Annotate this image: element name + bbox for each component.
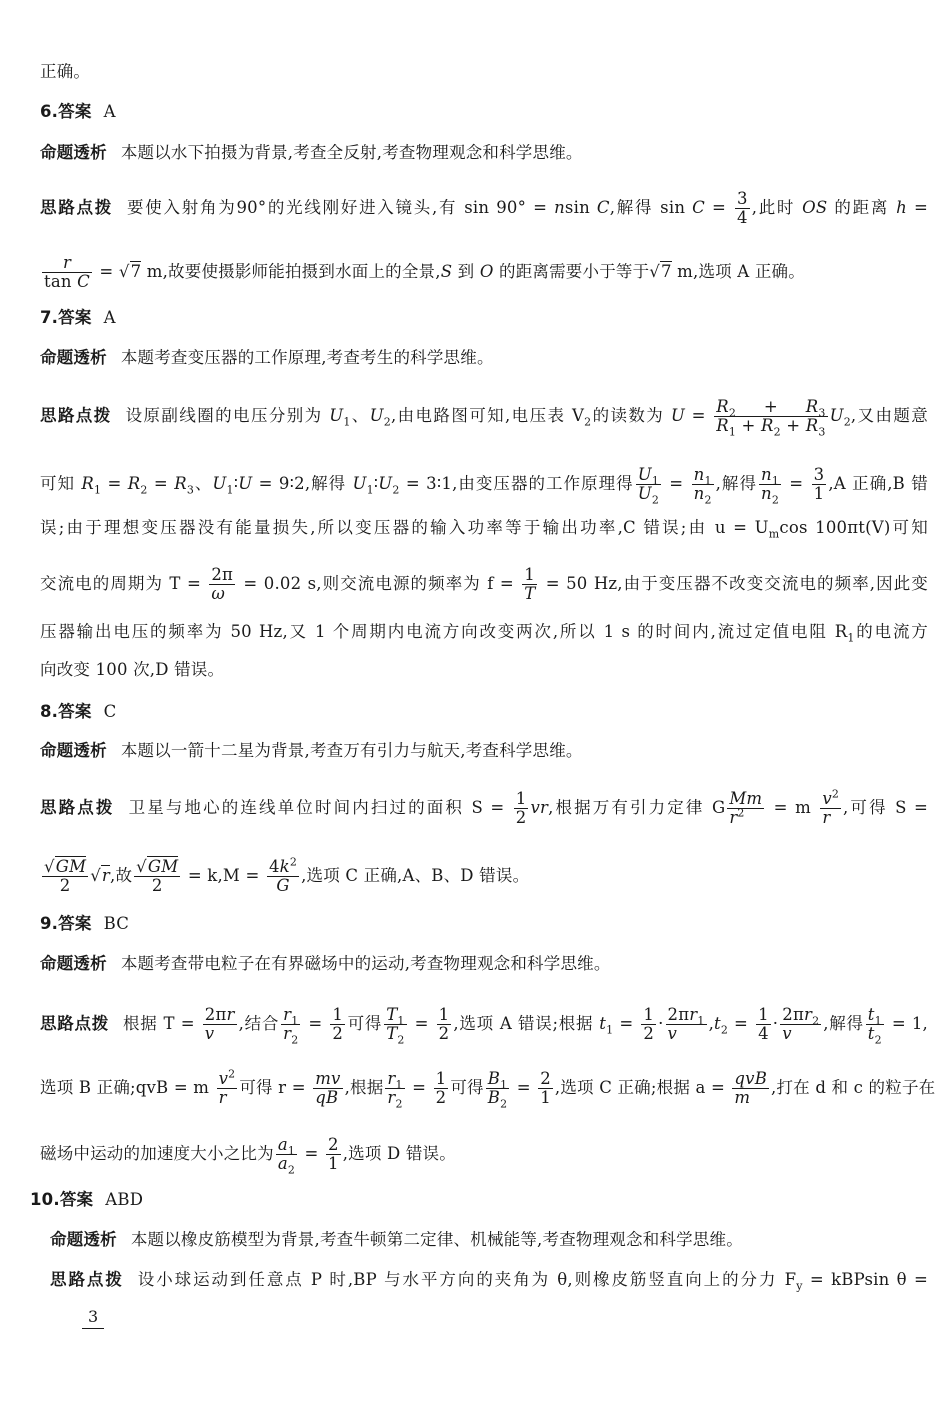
fraction: $\frac{2\pi r}{v}$	[204, 1005, 235, 1043]
q7-answer-line: 7.答案 A	[40, 308, 116, 327]
fraction: $\frac{n_1}{n_2}$	[761, 465, 780, 507]
q6-analysis-text: 本题以水下拍摄为背景,考查全反射,考查物理观念和科学思维。	[120, 143, 583, 162]
q7-hint-line1: 思路点拨 设原副线圈的电压分别为 $U_1$、$U_2$,由电路图可知,电压表 $V_2$的读数为 U = $\frac{R_2 + R_3}{R_1 + R_2 + R_3}$ $U_2$,又由题意	[40, 397, 928, 439]
q9-analysis: 命题透析 本题考查带电粒子在有界磁场中的运动,考查物理观念和科学思维。	[40, 954, 611, 973]
fraction: $\frac{4k^2}{G}$	[268, 855, 298, 895]
q8-answer: C	[103, 702, 117, 721]
q10-answer-line: 10.答案 ABD	[30, 1190, 144, 1209]
q7-answer: A	[103, 308, 116, 327]
q6-analysis	[40, 141, 928, 165]
fraction: $\frac{a_1}{a_2}$	[277, 1135, 296, 1177]
page-number: 3	[82, 1306, 104, 1329]
q10-hint-line1: 思路点拨 设小球运动到任意点 P 时,BP 与水平方向的夹角为 θ,则橡皮筋竖直向上的分力 $F_y = kBPsin$ θ =	[50, 1270, 928, 1293]
fraction: $\frac{T_1}{T_2}$	[386, 1005, 405, 1047]
fraction: $\frac{U_1}{U_2}$	[637, 465, 660, 507]
q7-hint-line3: 误;由于理想变压器没有能量损失,所以变压器的输入功率等于输出功率,C 错误;由 $u = U_m\cos$ 100πt(V)可知	[40, 518, 928, 541]
fraction: $\frac{1}{2}$	[515, 789, 527, 827]
q7-analysis: 命题透析 本题考查变压器的工作原理,考查考生的科学思维。	[40, 348, 494, 367]
fraction: $\frac{3}{4}$	[737, 189, 748, 227]
q6-hint-label: 思路点拨	[40, 198, 113, 217]
fraction: $\frac{√GM}{2}$	[44, 857, 87, 895]
q7-hint-line2: 可知 $R_1 = R_2 = R_3$、$U_1∶U$ = 9∶2,解得 $U_1∶U_2$ = 3∶1,由变压器的工作原理得 $\frac{U_1}{U_2}$ = $\frac{n_1}{n_2}$ ,解得 $\frac{n_1}{n_2}$ = $\frac{3}{1}$ ,A 正确,B 错	[40, 465, 928, 507]
fraction: $\frac{1}{2}$	[438, 1005, 450, 1043]
fraction: $\frac{v^2}{r}$	[218, 1067, 236, 1107]
fraction: $\frac{r_1}{r_2}$	[283, 1005, 299, 1047]
fraction: $\frac{t_1}{t_2}$	[867, 1005, 882, 1047]
fraction: $\frac{2}{1}$	[327, 1135, 339, 1173]
q8-answer-line: 8.答案 C	[40, 702, 117, 721]
fraction: $\frac{Mm}{r^2}$	[729, 789, 763, 827]
q9-hint-line1: 思路点拨 根据 T = $\frac{2\pi r}{v}$ ,结合 $\frac{r_1}{r_2}$ = $\frac{1}{2}$ 可得 $\frac{T_1}{T_2}$ = $\frac{1}{2}$ ,选项 A 错误;根据 $t_1$ = $\frac{1}{2}$ · $\frac{2\pi r_1}{v}$ $,t_2$ = $\frac{1}{4}$ · $\frac{2\pi r_2}{v}$ ,解得 $\frac{t_1}{t_2}$ = 1,	[40, 1005, 929, 1047]
fraction: $\frac{√GM}{2}$	[136, 857, 179, 895]
fraction: $\frac{1}{2}$	[643, 1005, 655, 1043]
fraction: $\frac{2\pi r_1}{v}$	[667, 1005, 705, 1043]
fraction: $\frac{2\pi}{\omega}$	[211, 565, 234, 603]
q6-answer: A	[103, 102, 116, 121]
fraction: $\frac{1}{T}$	[524, 565, 536, 603]
q6-hint-line2: $\frac{r}{\text{tan C}}$ = √7 m,故要使摄影师能拍摄到水面上的全景,S 到 O 的距离需要小于等于√7 m,选项 A 正确。	[44, 253, 805, 291]
fraction: $\frac{n_1}{n_2}$	[693, 465, 712, 507]
q9-answer-line: 9.答案 BC	[40, 914, 130, 933]
q9-answer: BC	[103, 914, 130, 933]
q6-hint-line1: 思路点拨 要使入射角为90°的光线刚好进入镜头,有 sin 90° = nsin C,解得 sin C = $\frac{3}{4}$ ,此时 OS 的距离 h =	[40, 189, 928, 227]
q8-hint-line1: 思路点拨 卫星与地心的连线单位时间内扫过的面积 S = $\frac{1}{2}$ vr,根据万有引力定律 G $\frac{Mm}{r^2}$ = m $\frac{v^2}{r}$ ,可得 S =	[40, 787, 929, 827]
q9-hint-line3: 磁场中运动的加速度大小之比为 $\frac{a_1}{a_2}$ = $\frac{2}{1}$ ,选项 D 错误。	[40, 1135, 456, 1177]
q7-hint-line6: 向改变 100 次,D 错误。	[40, 660, 225, 679]
q10-answer: ABD	[105, 1190, 144, 1209]
q6-analysis-label: 命题透析	[40, 143, 107, 162]
q7-hint-line4: 交流电的周期为 T = $\frac{2\pi}{\omega}$ = 0.02 s,则交流电源的频率为 f = $\frac{1}{T}$ = 50 Hz,由于变压器不改变交流电的频率,因此变	[40, 565, 928, 603]
fraction: $\frac{v^2}{r}$	[822, 787, 840, 827]
q9-hint-line2: 选项 B 正确;qvB = m $\frac{v^2}{r}$ 可得 r = $\frac{mv}{qB}$ ,根据 $\frac{r_1}{r_2}$ = $\frac{1}{2}$ 可得 $\frac{B_1}{B_2}$ = $\frac{2}{1}$ ,选项 C 正确;根据 a = qvB m ,打在 d 和 c 的粒子在	[40, 1067, 936, 1111]
fraction: $\frac{2}{1}$	[540, 1069, 551, 1107]
fraction: $\frac{r}{\text{tan C}}$	[44, 253, 90, 291]
fraction: $\frac{2\pi r_2}{v}$	[782, 1005, 820, 1043]
intro-tail: 正确。	[40, 62, 91, 81]
q7-hint-line5: 压器输出电压的频率为 50 Hz,又 1 个周期内电流方向改变两次,所以 1 s 的时间内,流过定值电阻 $R_1$的电流方	[40, 622, 928, 645]
fraction: $\frac{1}{4}$	[758, 1005, 769, 1043]
fraction: $\frac{r_1}{r_2}$	[387, 1069, 403, 1111]
q8-hint-line2: $\frac{√GM}{2}$ √r,故 $\frac{√GM}{2}$ = k,M = $\frac{4k^2}{G}$ ,选项 C 正确,A、B、D 错误。	[44, 855, 530, 895]
fraction: $\frac{1}{2}$	[435, 1069, 447, 1107]
fraction: $\frac{3}{1}$	[813, 465, 825, 503]
fraction: $\frac{mv}{qB}$	[315, 1069, 341, 1107]
q10-analysis: 命题透析 本题以橡皮筋模型为背景,考查牛顿第二定律、机械能等,考查物理观念和科学思维。	[50, 1230, 743, 1249]
fraction: $\frac{B_1}{B_2}$	[487, 1069, 508, 1111]
fraction: $\frac{R_2 + R_3}{R_1 + R_2 + R_3}$	[716, 397, 826, 439]
q6-answer-label: 答案	[58, 102, 92, 121]
q8-analysis: 命题透析 本题以一箭十二星为背景,考查万有引力与航天,考查科学思维。	[40, 741, 583, 760]
q6-number: 6.	[40, 102, 59, 121]
q6-answer-line	[40, 100, 928, 124]
fraction: $\frac{1}{2}$	[332, 1005, 344, 1043]
fraction: qvB m	[734, 1069, 768, 1107]
